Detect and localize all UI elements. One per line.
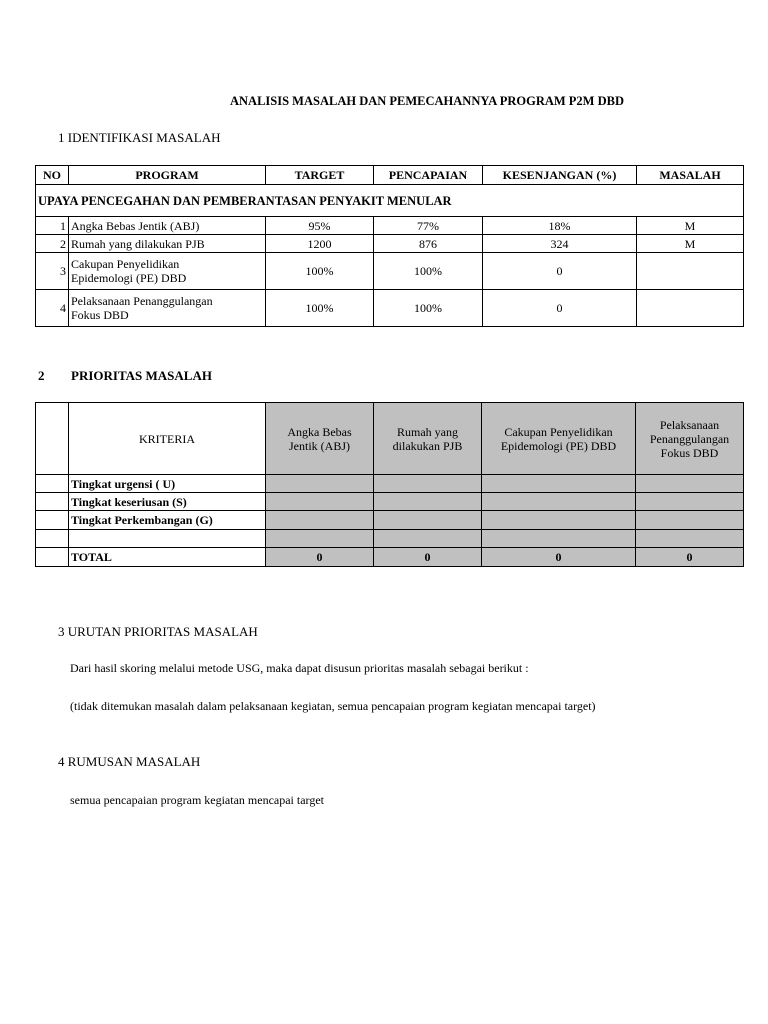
section-3-label: URUTAN PRIORITAS MASALAH bbox=[67, 624, 258, 639]
row-pencapaian: 77% bbox=[374, 217, 483, 235]
score-cell bbox=[636, 475, 744, 493]
row-masalah bbox=[637, 290, 744, 327]
total-value: 0 bbox=[374, 548, 482, 567]
row-kesenjangan: 0 bbox=[483, 290, 637, 327]
col-header-line: Penanggulangan bbox=[649, 431, 730, 446]
row-program-line1: Cakupan Penyelidikan bbox=[71, 257, 180, 271]
score-cell bbox=[374, 493, 482, 511]
section-1-number: 1 bbox=[58, 130, 65, 145]
col-header-line: Jentik (ABJ) bbox=[289, 438, 350, 453]
total-label: TOTAL bbox=[69, 548, 266, 567]
table-row bbox=[36, 253, 744, 290]
score-cell bbox=[374, 530, 482, 548]
header-pencapaian: PENCAPAIAN bbox=[374, 166, 483, 185]
col-header-pjb bbox=[374, 403, 482, 475]
section-3-heading bbox=[58, 624, 258, 640]
col-header-line: Rumah yang bbox=[397, 424, 458, 439]
section-2-number: 2 bbox=[38, 368, 45, 383]
section-4-heading bbox=[58, 754, 200, 770]
score-cell bbox=[482, 511, 636, 530]
row-masalah bbox=[637, 253, 744, 290]
row-program: Angka Bebas Jentik (ABJ) bbox=[69, 217, 266, 235]
row-program: Rumah yang dilakukan PJB bbox=[69, 235, 266, 253]
section-2-label: PRIORITAS MASALAH bbox=[71, 368, 212, 383]
total-value: 0 bbox=[266, 548, 374, 567]
table-row bbox=[36, 511, 744, 530]
header-kesenjangan: KESENJANGAN (%) bbox=[483, 166, 637, 185]
row-no: 2 bbox=[36, 235, 69, 253]
blank-cell bbox=[36, 548, 69, 567]
score-cell bbox=[636, 530, 744, 548]
table-row bbox=[36, 493, 744, 511]
header-kriteria: KRITERIA bbox=[69, 403, 266, 475]
col-header-line: Epidemologi (PE) DBD bbox=[500, 438, 617, 453]
blank-cell bbox=[36, 530, 69, 548]
section-3-paragraph-2: (tidak ditemukan masalah dalam pelaksanaan kegiatan, semua pencapaian program kegiatan mencapai target) bbox=[70, 699, 596, 713]
score-cell bbox=[266, 475, 374, 493]
row-target: 1200 bbox=[266, 235, 374, 253]
header-no: NO bbox=[36, 166, 69, 185]
header-target: TARGET bbox=[266, 166, 374, 185]
col-header-line: dilakukan PJB bbox=[392, 438, 463, 453]
total-value: 0 bbox=[482, 548, 636, 567]
row-no: 3 bbox=[36, 253, 69, 290]
blank-cell bbox=[36, 493, 69, 511]
row-program-line2: Epidemologi (PE) DBD bbox=[71, 271, 187, 285]
score-cell bbox=[482, 475, 636, 493]
row-pencapaian: 100% bbox=[374, 253, 483, 290]
col-header-line: Pelaksanaan bbox=[659, 417, 720, 432]
table-row bbox=[36, 530, 744, 548]
row-target: 100% bbox=[266, 290, 374, 327]
blank-cell bbox=[36, 475, 69, 493]
table-row bbox=[36, 475, 744, 493]
row-no: 4 bbox=[36, 290, 69, 327]
row-pencapaian: 100% bbox=[374, 290, 483, 327]
row-kesenjangan: 0 bbox=[483, 253, 637, 290]
score-cell bbox=[482, 530, 636, 548]
header-masalah: MASALAH bbox=[637, 166, 744, 185]
table-row bbox=[36, 235, 744, 253]
identification-table bbox=[35, 165, 744, 327]
score-cell bbox=[636, 493, 744, 511]
section-row: UPAYA PENCEGAHAN DAN PEMBERANTASAN PENYAKIT MENULAR bbox=[36, 185, 744, 217]
col-header-line: Fokus DBD bbox=[660, 445, 719, 460]
criteria-label: Tingkat keseriusan (S) bbox=[69, 493, 266, 511]
col-header-pe bbox=[482, 403, 636, 475]
row-program bbox=[69, 290, 266, 327]
page-title: ANALISIS MASALAH DAN PEMECAHANNYA PROGRAM P2M DBD bbox=[230, 94, 624, 108]
section-3-number: 3 bbox=[58, 624, 65, 639]
row-target: 95% bbox=[266, 217, 374, 235]
score-cell bbox=[636, 511, 744, 530]
section-4-number: 4 bbox=[58, 754, 65, 769]
criteria-label bbox=[69, 530, 266, 548]
row-program bbox=[69, 253, 266, 290]
table-row bbox=[36, 290, 744, 327]
criteria-label: Tingkat Perkembangan (G) bbox=[69, 511, 266, 530]
blank-cell bbox=[36, 511, 69, 530]
blank-cell bbox=[36, 403, 69, 475]
score-cell bbox=[482, 493, 636, 511]
row-pencapaian: 876 bbox=[374, 235, 483, 253]
section-1-label: IDENTIFIKASI MASALAH bbox=[67, 130, 221, 145]
col-header-abj bbox=[266, 403, 374, 475]
total-row bbox=[36, 548, 744, 567]
row-program-line2: Fokus DBD bbox=[71, 308, 129, 322]
row-target: 100% bbox=[266, 253, 374, 290]
section-1-heading bbox=[58, 130, 221, 146]
row-no: 1 bbox=[36, 217, 69, 235]
score-cell bbox=[266, 530, 374, 548]
header-program: PROGRAM bbox=[69, 166, 266, 185]
section-4-paragraph: semua pencapaian program kegiatan mencapai target bbox=[70, 793, 324, 807]
col-header-fokus bbox=[636, 403, 744, 475]
row-kesenjangan: 324 bbox=[483, 235, 637, 253]
score-cell bbox=[374, 475, 482, 493]
score-cell bbox=[374, 511, 482, 530]
col-header-line: Cakupan Penyelidikan bbox=[504, 424, 613, 439]
row-masalah: M bbox=[637, 235, 744, 253]
row-program-line1: Pelaksanaan Penanggulangan bbox=[71, 294, 213, 308]
section-4-label: RUMUSAN MASALAH bbox=[67, 754, 201, 769]
score-cell bbox=[266, 493, 374, 511]
score-cell bbox=[266, 511, 374, 530]
row-kesenjangan: 18% bbox=[483, 217, 637, 235]
total-value: 0 bbox=[636, 548, 744, 567]
criteria-label: Tingkat urgensi ( U) bbox=[69, 475, 266, 493]
priority-table bbox=[35, 402, 744, 567]
row-masalah: M bbox=[637, 217, 744, 235]
col-header-line: Angka Bebas bbox=[287, 424, 352, 439]
table-row bbox=[36, 217, 744, 235]
section-3-paragraph-1: Dari hasil skoring melalui metode USG, maka dapat disusun prioritas masalah sebagai berikut : bbox=[70, 661, 529, 675]
